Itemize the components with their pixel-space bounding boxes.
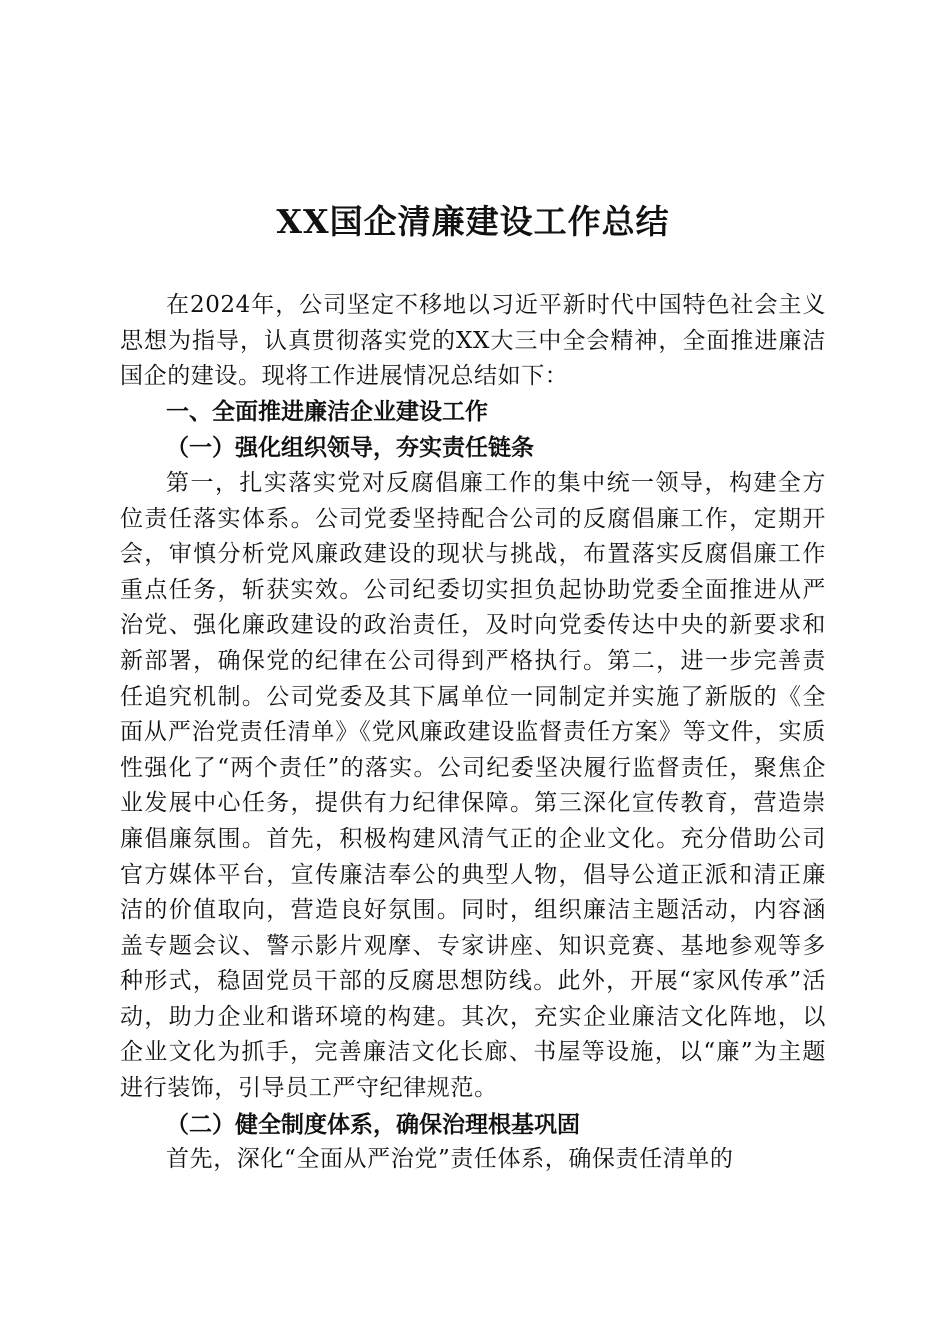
subsection-1-paragraph: 第一，扎实落实党对反腐倡廉工作的集中统一领导，构建全方位责任落实体系。公司党委坚持配合公司的反腐倡廉工作，定期开会，审慎分析党风廉政建设的现状与挑战，布置落实反腐倡廉工作重点任务，斩获实效。公司纪委切实担负起协助党委全面推进从严治党、强化廉政建设的政治责任，及时向党委传达中央的新要求和新部署，确保党的纪律在公司得到严格执行。第二，进一步完善责任追究机制。公司党委及其下属单位一同制定并实施了新版的《全面从严治党责任清单》《党风廉政建设监督责任方案》等文件，实质性强化了“两个责任”的落实。公司纪委坚决履行监督责任，聚焦企业发展中心任务，提供有力纪律保障。第三深化宣传教育，营造崇廉倡廉氛围。首先，积极构建风清气正的企业文化。充分借助公司官方媒体平台，宣传廉洁奉公的典型人物，倡导公道正派和清正廉洁的价值取向，营造良好氛围。同时，组织廉洁主题活动，内容涵盖专题会议、警示影片观摩、专家讲座、知识竞赛、基地参观等多种形式，稳固党员干部的反腐思想防线。此外，开展“家风传承”活动，助力企业和谐环境的构建。其次，充实企业廉洁文化阵地，以企业文化为抓手，完善廉洁文化长廊、书屋等设施，以“廉”为主题进行装饰，引导员工严守纪律规范。 — [120, 469, 826, 1102]
subsection-2-heading: （二）健全制度体系，确保治理根基巩固 — [166, 1110, 580, 1138]
document-title: XX国企清廉建设工作总结 — [276, 202, 670, 241]
document-body — [120, 288, 826, 1178]
subsection-1-heading: （一）强化组织领导，夯实责任链条 — [166, 434, 534, 462]
intro-paragraph: 在2024年，公司坚定不移地以习近平新时代中国特色社会主义思想为指导，认真贯彻落实党的XX大三中全会精神，全面推进廉洁国企的建设。现将工作进展情况总结如下： — [120, 292, 826, 390]
subsection-2-paragraph: 首先，深化“全面从严治党”责任体系，确保责任清单的 — [166, 1146, 734, 1173]
section-1-heading: 一、全面推进廉洁企业建设工作 — [166, 398, 488, 425]
document-page — [120, 0, 826, 1344]
